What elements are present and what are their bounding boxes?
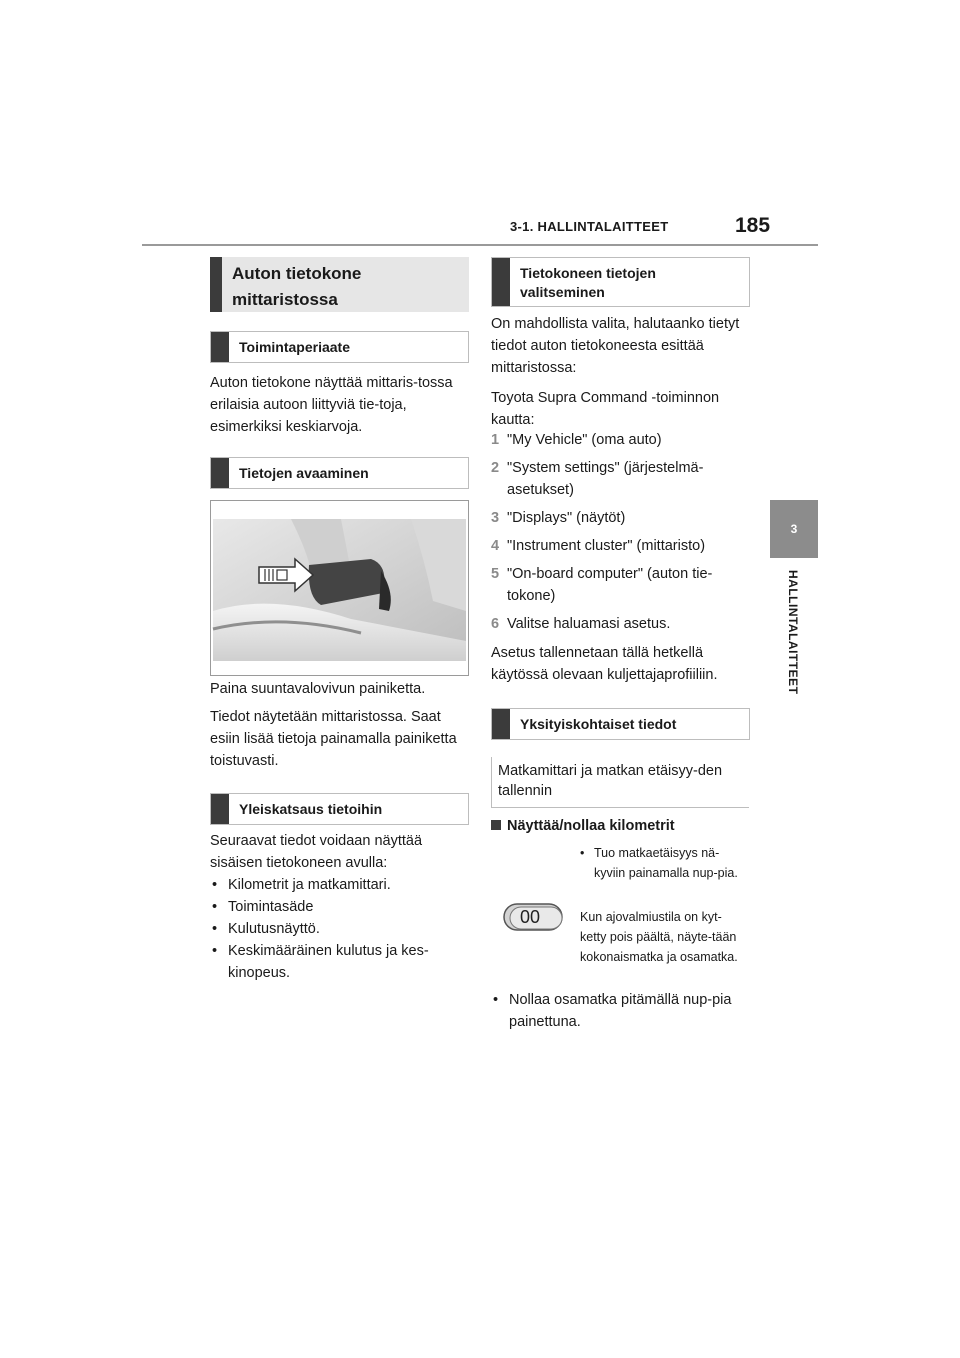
bullet-dot: • xyxy=(580,846,585,860)
step-item xyxy=(491,613,748,635)
trip-reset-knob-icon xyxy=(502,898,568,936)
step-item xyxy=(491,507,748,529)
lever-illustration xyxy=(210,500,469,676)
step-number: 2 xyxy=(491,460,500,476)
step-text: "On-board computer" (auton tie-tokone) xyxy=(507,566,713,604)
list-item: • Nollaa osamatka pitämällä nup-pia painettuna. xyxy=(491,989,748,1033)
item-bullet xyxy=(580,843,745,883)
item-note: Kun ajovalmiustila on kyt-ketty pois päältä, näyte-tään kokonaismatka ja osamatka. xyxy=(580,910,738,964)
paragraph-principle: Auton tietokone näyttää mittaris-tossa erilaisia autoon liittyviä tie-toja, esimerkiksi keskiarvoja. xyxy=(210,375,453,435)
subheading-bar xyxy=(492,709,510,739)
chapter-tab: 3 xyxy=(770,500,818,558)
subheading-bar xyxy=(492,258,510,306)
paragraph-supra-command: Toyota Supra Command -toiminnon kautta: xyxy=(491,390,720,428)
heading-bar xyxy=(210,257,222,312)
subheading-text: Tietokoneen tietojen valitseminen xyxy=(520,265,656,300)
list-item: • Kulutusnäyttö. xyxy=(210,918,460,940)
info-box xyxy=(491,757,749,808)
overview-list xyxy=(210,874,460,984)
subheading-text: Yksityiskohtaiset tiedot xyxy=(520,716,677,732)
page-number: 185 xyxy=(735,214,771,237)
list-item: • Keskimääräinen kulutus ja kes-kinopeus. xyxy=(210,940,460,984)
subheading-bar xyxy=(211,458,229,488)
step-text: Valitse haluamasi asetus. xyxy=(507,616,671,632)
step-text: "My Vehicle" (oma auto) xyxy=(507,432,662,448)
reset-list xyxy=(491,989,748,1033)
step-item xyxy=(491,457,748,501)
paragraph-press-button: Paina suuntavalovivun painiketta. xyxy=(210,681,426,697)
item-bullet-text: Tuo matkaetäisyys nä-kyviin painamalla nup-pia. xyxy=(594,846,738,880)
paragraph-saved: Asetus tallennetaan tällä hetkellä käytössä olevaan kuljettajaprofiiliin. xyxy=(491,645,718,683)
subheading-open-data xyxy=(210,457,469,489)
paragraph-overview: Seuraavat tiedot voidaan näyttää sisäisen tietokoneen avulla: xyxy=(210,833,423,871)
step-text: "Instrument cluster" (mittaristo) xyxy=(507,538,706,554)
main-heading xyxy=(210,257,469,312)
lever-illustration-svg xyxy=(211,501,468,675)
step-text: "Displays" (näytöt) xyxy=(507,510,626,526)
list-item: • Kilometrit ja matkamittari. xyxy=(210,874,460,896)
subheading-text: Tietojen avaaminen xyxy=(239,465,369,481)
subheading-text: Toimintaperiaate xyxy=(239,339,350,355)
step-number: 3 xyxy=(491,510,500,526)
subheading-bar xyxy=(211,332,229,362)
info-box-title: Matkamittari ja matkan etäisyy-den tallennin xyxy=(498,763,723,799)
subheading-select-data xyxy=(491,257,750,307)
step-item xyxy=(491,535,748,557)
step-item xyxy=(491,429,748,451)
subheading-text: Yleiskatsaus tietoihin xyxy=(239,801,383,817)
step-text: "System settings" (järjestelmä-asetukset) xyxy=(507,460,704,498)
step-number: 5 xyxy=(491,566,500,582)
item-heading-text: Näyttää/nollaa kilometrit xyxy=(507,818,675,834)
subheading-principle xyxy=(210,331,469,363)
list-item: • Toimintasäde xyxy=(210,896,460,918)
step-number: 4 xyxy=(491,538,500,554)
section-title: 3-1. HALLINTALAITTEET xyxy=(510,219,669,234)
subheading-details xyxy=(491,708,750,740)
knob-label: 00 xyxy=(520,907,541,927)
subheading-overview xyxy=(210,793,469,825)
item-heading xyxy=(491,815,748,837)
main-heading-text: Auton tietokone mittaristossa xyxy=(232,264,362,309)
steps-list xyxy=(491,429,748,641)
square-bullet-icon xyxy=(491,820,501,830)
header-divider xyxy=(142,244,818,246)
step-item xyxy=(491,563,748,607)
chapter-label: HALLINTALAITTEET xyxy=(786,570,800,695)
subheading-bar xyxy=(211,794,229,824)
paragraph-data-shown: Tiedot näytetään mittaristossa. Saat esiin lisää tietoja painamalla painiketta toistuvasti. xyxy=(210,709,457,769)
step-number: 6 xyxy=(491,616,500,632)
paragraph-select: On mahdollista valita, halutaanko tietyt tiedot auton tietokoneesta esittää mittaristossa: xyxy=(491,316,740,376)
step-number: 1 xyxy=(491,432,500,448)
